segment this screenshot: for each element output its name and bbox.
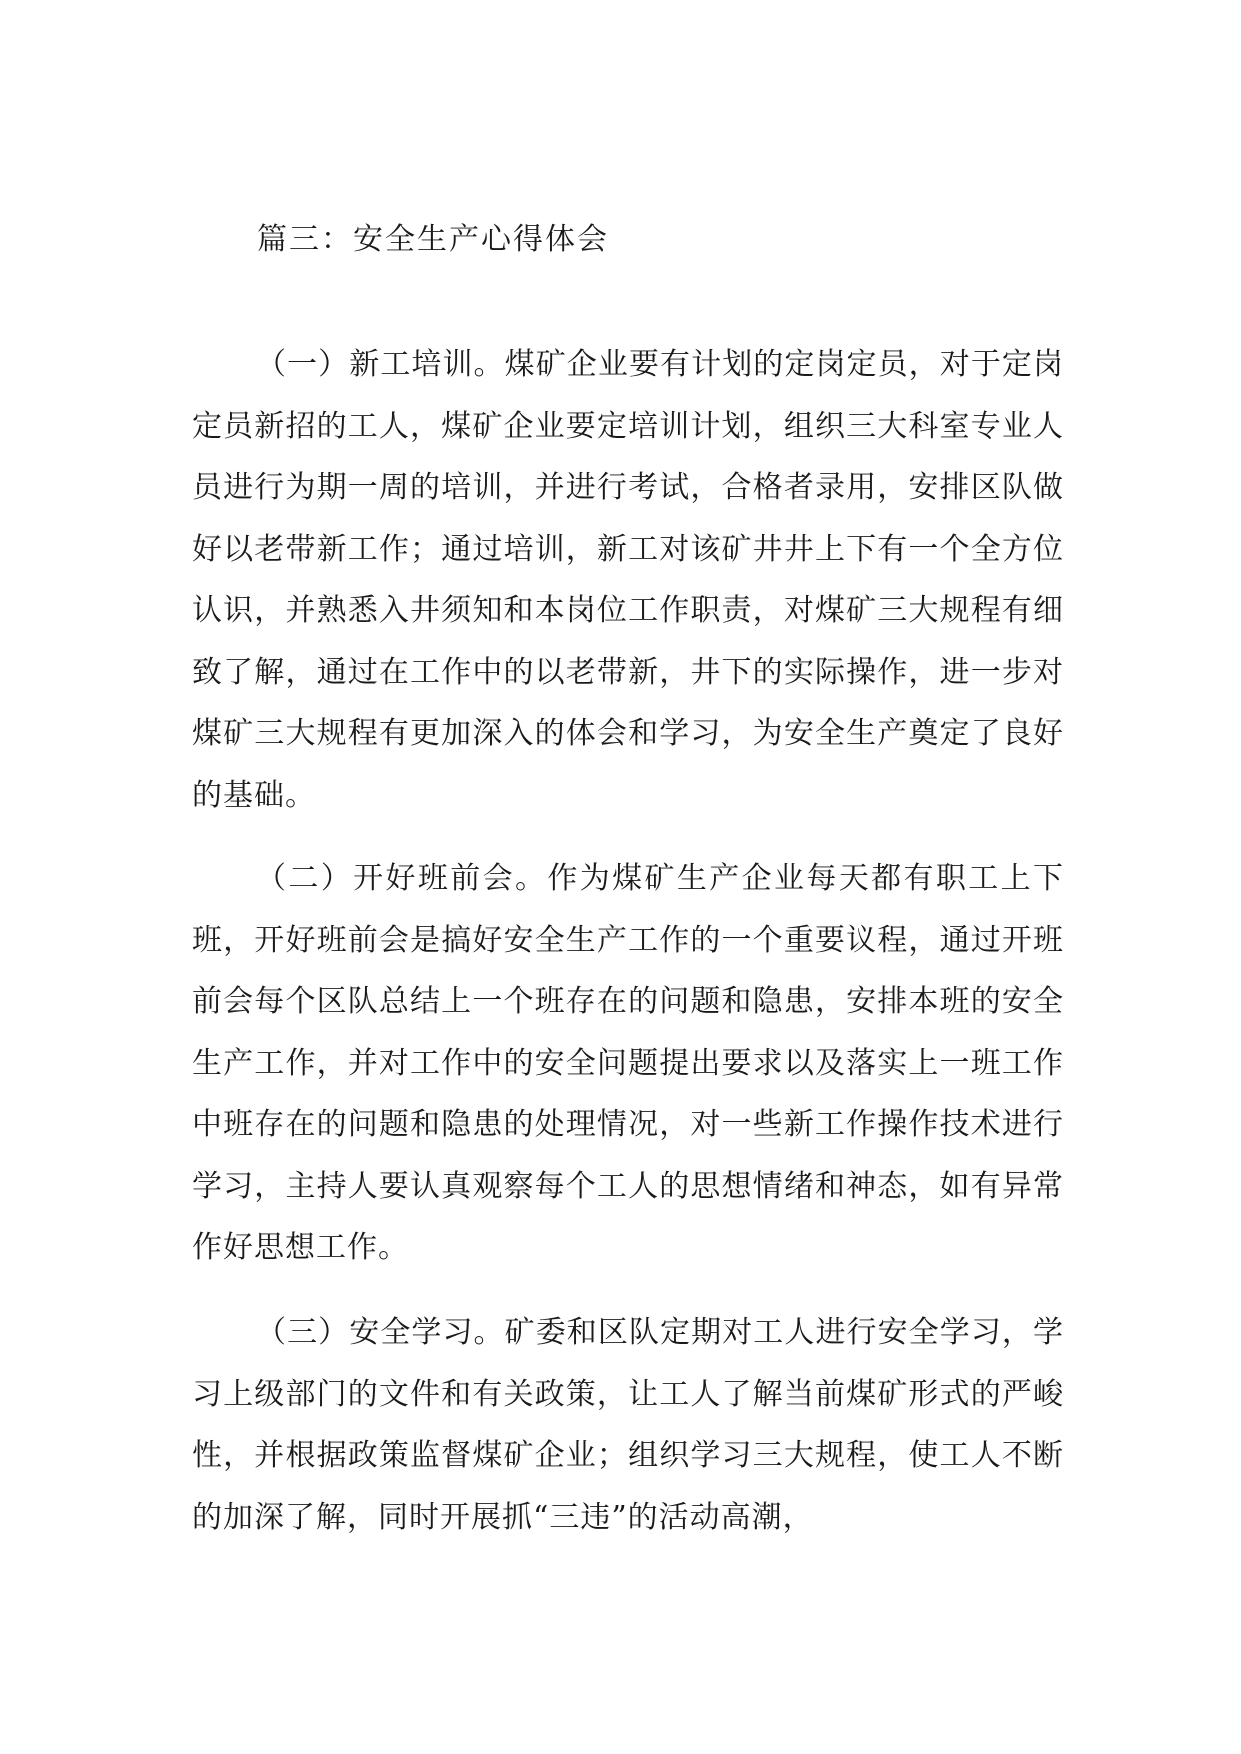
paragraph-pre-shift-meeting: （二）开好班前会。作为煤矿生产企业每天都有职工上下班，开好班前会是搞好安全生产工作的一个重要议程，通过开班前会每个区队总结上一个班存在的问题和隐患，安排本班的安全生产工作，并对工作中的安全问题提出要求以及落实上一班工作中班存在的问题和隐患的处理情况，对一些新工作操作技术进行学习，主持人要认真观察每个工人的思想情绪和神态，如有异常作好思想工作。 bbox=[192, 861, 1064, 1265]
paragraph-safety-study: （三）安全学习。矿委和区队定期对工人进行安全学习，学习上级部门的文件和有关政策，让工人了解当前煤矿形式的严峻性，并根据政策监督煤矿企业；组织学习三大规程，使工人不断的加深了解，同时开展抓“三违”的活动高潮， bbox=[192, 1315, 1064, 1535]
paragraph-new-worker-training: （一）新工培训。煤矿企业要有计划的定岗定员，对于定岗定员新招的工人，煤矿企业要定培训计划，组织三大科室专业人员进行为期一周的培训，并进行考试，合格者录用，安排区队做好以老带新工作；通过培训，新工对该矿井井上下有一个全方位认识，并熟悉入井须知和本岗位工作职责，对煤矿三大规程有细致了解，通过在工作中的以老带新，井下的实际操作，进一步对煤矿三大规程有更加深入的体会和学习，为安全生产奠定了良好的基础。 bbox=[192, 347, 1064, 813]
document-heading: 篇三：安全生产心得体会 bbox=[257, 222, 609, 257]
